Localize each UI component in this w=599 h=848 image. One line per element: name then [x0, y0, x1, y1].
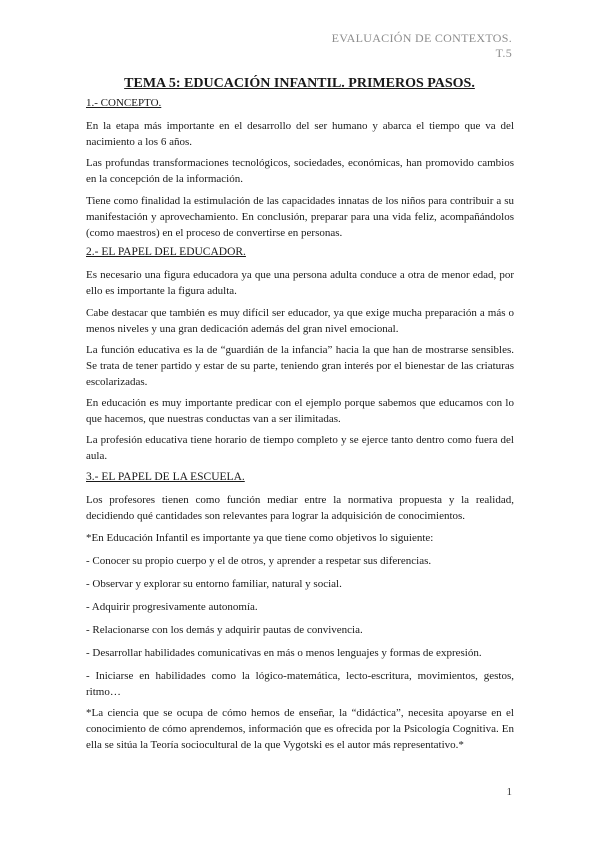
paragraph: En la etapa más importante en el desarrollo del ser humano y abarca el tiempo que va del nacimiento a los 6 años. — [86, 120, 514, 148]
list-item: - Adquirir progresivamente autonomía. — [86, 601, 258, 613]
paragraph: La función educativa es la de “guardián de la infancia” hacia la que han de mostrarse sensibles. Se trata de tener partido y estar de su parte, teniendo gran interés por el bienestar de las criaturas escolarizadas. — [86, 344, 514, 388]
header-line-1: EVALUACIÓN DE CONTEXTOS. — [331, 31, 512, 45]
list-item: - Desarrollar habilidades comunicativas en más o menos lenguajes y formas de expresión. — [86, 647, 482, 659]
paragraph: Los profesores tienen como función mediar entre la normativa propuesta y la realidad, decidiendo qué cantidades son relevantes para lograr la adquisición de conocimientos. — [86, 494, 514, 522]
list-item: - Conocer su propio cuerpo y el de otros, y aprender a respetar sus diferencias. — [86, 555, 432, 567]
paragraph: La profesión educativa tiene horario de tiempo completo y se ejerce tanto dentro como fuera del aula. — [86, 434, 514, 462]
paragraph: Cabe destacar que también es muy difícil ser educador, ya que exige mucha preparación a más o menos niveles y una gran dedicación además del gran nivel emocional. — [86, 307, 514, 335]
paragraph: Tiene como finalidad la estimulación de las capacidades innatas de los niños para contribuir a su manifestación y aprovechamiento. En conclusión, preparar para una vida feliz, acompañándolos (como maestros) en el proceso de convertirse en personas. — [86, 195, 514, 239]
paragraph: *La ciencia que se ocupa de cómo hemos de enseñar, la “didáctica”, necesita apoyarse en el conocimiento de cómo aprendemos, información que es ofrecida por la Psicología Cognitiva. En ella se sitúa la Teoría sociocultural de la que Vygotski es el autor más representativo.* — [86, 707, 514, 751]
paragraph: Las profundas transformaciones tecnológicos, sociedades, económicas, han promovido cambios en la concepción de la información. — [86, 157, 514, 185]
section-heading: 1.- CONCEPTO. — [86, 97, 162, 109]
list-item: - Observar y explorar su entorno familiar, natural y social. — [86, 578, 342, 590]
section-heading: 2.- EL PAPEL DEL EDUCADOR. — [86, 246, 246, 258]
paragraph: En educación es muy importante predicar con el ejemplo porque sabemos que educamos con lo que hacemos, que nuestras conductas van a ser ilimitadas. — [86, 397, 514, 425]
document-title: TEMA 5: EDUCACIÓN INFANTIL. PRIMEROS PASOS. — [124, 76, 475, 91]
paragraph: *En Educación Infantil es importante ya que tiene como objetivos lo siguiente: — [86, 532, 434, 544]
running-header — [332, 31, 512, 61]
header-line-2: T.5 — [495, 46, 512, 60]
list-item: - Relacionarse con los demás y adquirir pautas de convivencia. — [86, 624, 363, 636]
page-number: 1 — [506, 786, 512, 798]
section-heading: 3.- EL PAPEL DE LA ESCUELA. — [86, 471, 245, 483]
paragraph: Es necesario una figura educadora ya que una persona adulta conduce a otra de menor edad, por ello es importante la figura adulta. — [86, 269, 514, 297]
list-item: - Iniciarse en habilidades como la lógico-matemática, lecto-escritura, movimientos, gestos, ritmo… — [86, 670, 514, 698]
